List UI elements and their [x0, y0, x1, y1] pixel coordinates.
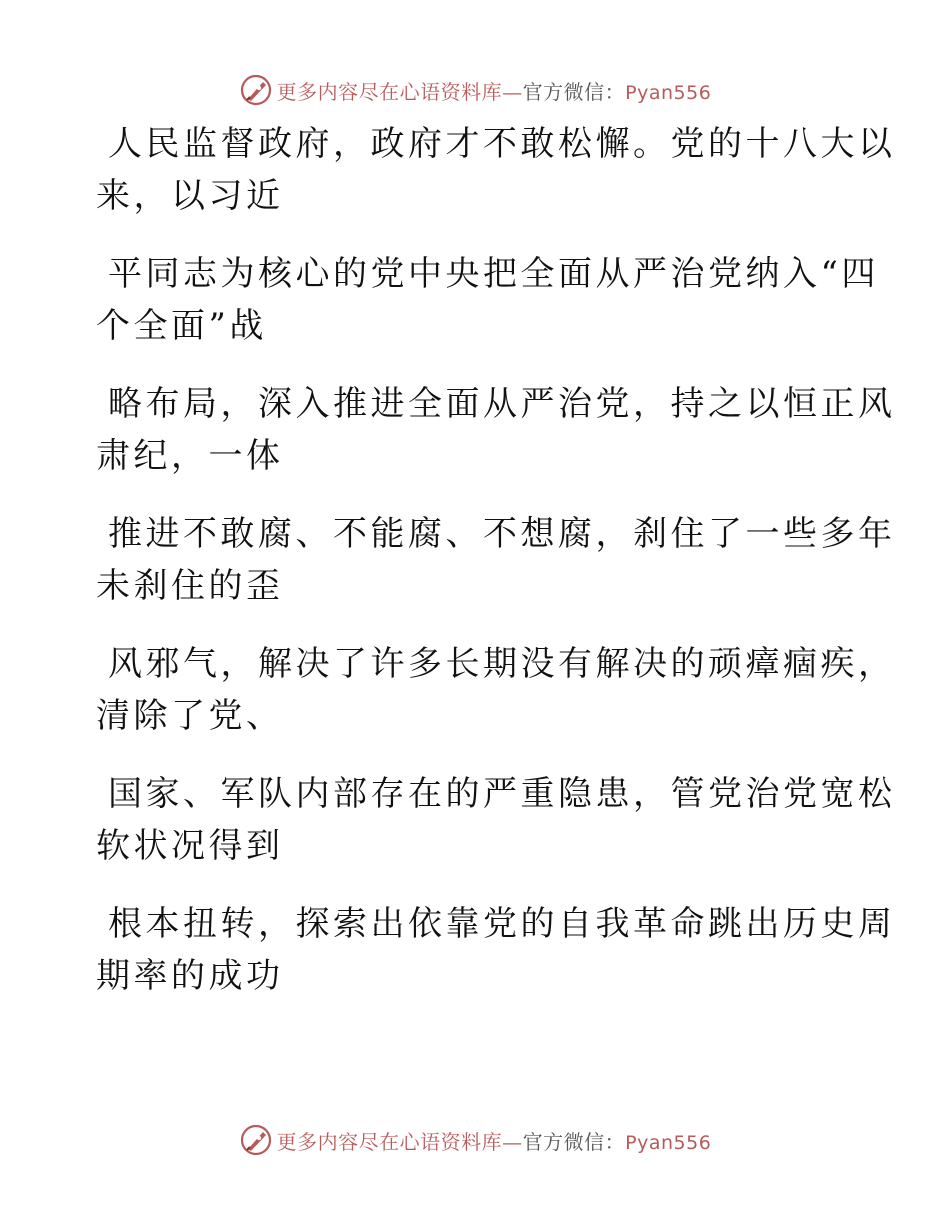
- paragraph: [96, 248, 879, 352]
- paragraph-line: 肃纪，一体: [96, 436, 284, 476]
- paragraph-line: 期率的成功: [96, 956, 284, 996]
- paragraph: [96, 768, 896, 872]
- watermark-label: 官方微信：: [522, 1129, 626, 1154]
- quill-pen-logo-icon: [239, 1123, 273, 1157]
- watermark-text: [277, 1126, 712, 1155]
- watermark-brand: 更多内容尽在心语资料库: [276, 1129, 503, 1154]
- quill-pen-logo-icon: [239, 73, 273, 107]
- header-watermark: [0, 70, 950, 110]
- watermark-brand: 更多内容尽在心语资料库: [276, 79, 503, 104]
- paragraph-line: 未刹住的歪: [96, 566, 284, 606]
- paragraph-line: 推进不敢腐、不能腐、不想腐，刹住了一些多年: [108, 514, 896, 554]
- paragraph: [96, 638, 896, 742]
- watermark-separator: —: [502, 1129, 523, 1154]
- paragraph-line: 根本扭转，探索出依靠党的自我革命跳出历史周: [108, 904, 896, 944]
- paragraph-line: 清除了党、: [96, 696, 284, 736]
- paragraph-line: 来，以习近: [96, 176, 284, 216]
- paragraph: [96, 898, 896, 1002]
- watermark-separator: —: [502, 79, 523, 104]
- paragraph-line: 平同志为核心的党中央把全面从严治党纳入“四: [108, 254, 879, 294]
- paragraph-line: 风邪气，解决了许多长期没有解决的顽瘴痼疾，: [108, 644, 896, 684]
- watermark-text: [277, 76, 712, 105]
- watermark-label: 官方微信：: [522, 79, 626, 104]
- paragraph-line: 个全面”战: [96, 306, 267, 346]
- watermark-wechat-id: Pyan556: [625, 81, 712, 104]
- paragraph-line: 软状况得到: [96, 826, 284, 866]
- paragraph-line: 国家、军队内部存在的严重隐患，管党治党宽松: [108, 774, 896, 814]
- paragraph: [96, 508, 896, 612]
- paragraph: [96, 118, 896, 222]
- watermark-wechat-id: Pyan556: [625, 1131, 712, 1154]
- document-body: [96, 118, 896, 1028]
- paragraph-line: 人民监督政府，政府才不敢松懈。党的十八大以: [108, 124, 896, 164]
- paragraph: [96, 378, 896, 482]
- footer-watermark: [0, 1120, 950, 1160]
- paragraph-line: 略布局，深入推进全面从严治党，持之以恒正风: [108, 384, 896, 424]
